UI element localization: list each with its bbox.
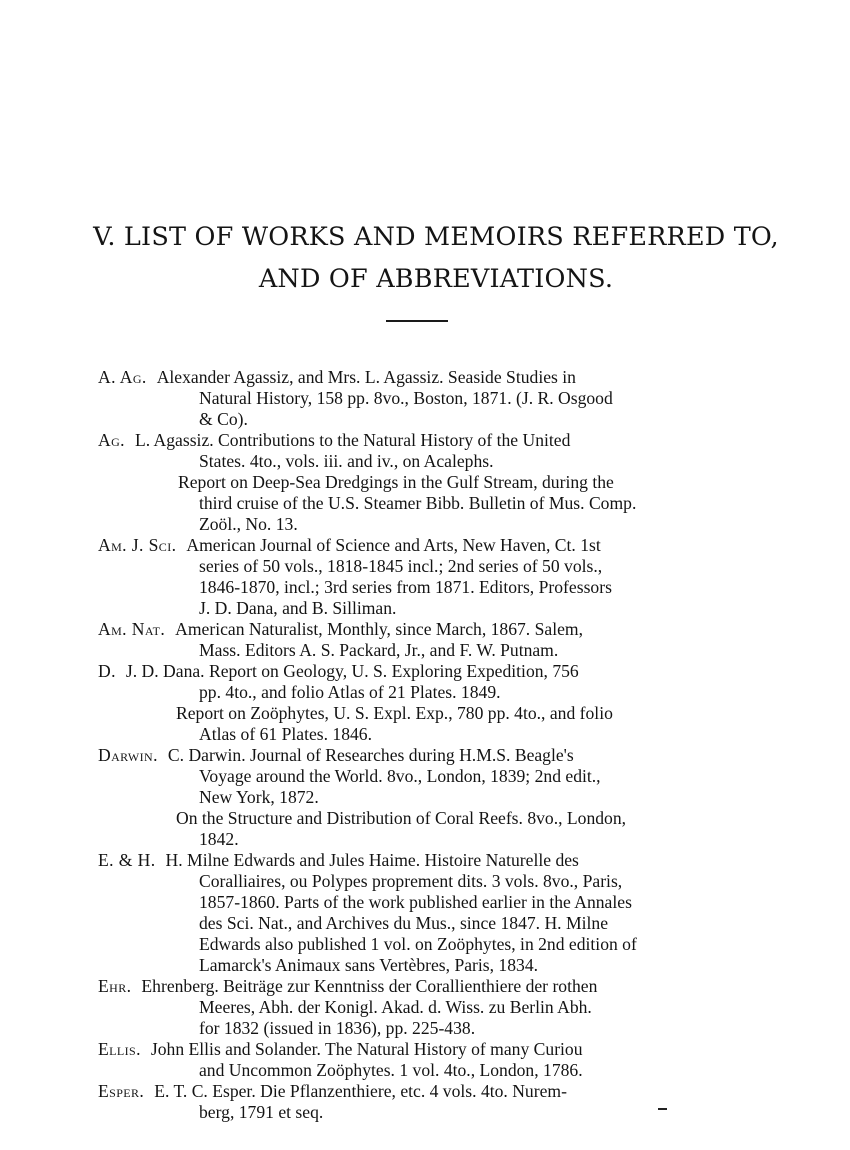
entry-continuation-line: Natural History, 158 pp. 8vo., Boston, 1871. (J. R. Osgood (199, 388, 613, 408)
entry-text: J. D. Dana. Report on Geology, U. S. Exploring Expedition, 756 (125, 661, 579, 681)
entry-continuation-line: 1857-1860. Parts of the work published earlier in the Annales (199, 892, 632, 912)
entry-d-first-line (98, 661, 579, 681)
entry-abbreviation: Ag. (98, 430, 125, 450)
entry-continuation-line: Voyage around the World. 8vo., London, 1839; 2nd edit., (199, 766, 601, 786)
entry-continuation-line: Edwards also published 1 vol. on Zoöphytes, in 2nd edition of (199, 934, 637, 954)
entry-ellis-first-line (98, 1039, 583, 1059)
entry-continuation-line: Meeres, Abh. der Konigl. Akad. d. Wiss. zu Berlin Abh. (199, 997, 592, 1017)
entry-sub-work-line: Report on Zoöphytes, U. S. Expl. Exp., 780 pp. 4to., and folio (176, 703, 613, 723)
entry-a-ag-first-line (98, 367, 576, 387)
entry-text: American Journal of Science and Arts, New Haven, Ct. 1st (186, 535, 601, 555)
entry-continuation-line: Coralliaires, ou Polypes proprement dits. 3 vols. 8vo., Paris, (199, 871, 623, 891)
entry-abbreviation: Esper. (98, 1081, 145, 1101)
entry-e-and-h-first-line (98, 850, 579, 870)
entry-text: L. Agassiz. Contributions to the Natural History of the United (134, 430, 571, 450)
entry-continuation-line: J. D. Dana, and B. Silliman. (199, 598, 397, 618)
entry-abbreviation: Ehr. (98, 976, 132, 996)
entry-continuation-line: Atlas of 61 Plates. 1846. (199, 724, 372, 744)
section-title-line-2: AND OF ABBREVIATIONS. (258, 264, 614, 294)
entry-am-j-sci-first-line (98, 535, 601, 555)
entry-abbreviation: Am. J. Sci. (98, 535, 177, 555)
entry-darwin-first-line (98, 745, 574, 765)
entry-text: E. T. C. Esper. Die Pflanzenthiere, etc. 4 vols. 4to. Nurem- (154, 1081, 567, 1101)
entry-continuation-line: & Co). (199, 409, 248, 429)
entry-abbreviation: E. & H. (98, 850, 156, 870)
entry-abbreviation: Darwin. (98, 745, 158, 765)
entry-am-nat-first-line (98, 619, 583, 639)
entry-sub-work-line: On the Structure and Distribution of Coral Reefs. 8vo., London, (176, 808, 627, 828)
printer-mark (658, 1108, 667, 1110)
entry-ag-first-line (98, 430, 570, 450)
entry-continuation-line: third cruise of the U.S. Steamer Bibb. Bulletin of Mus. Comp. (199, 493, 637, 513)
entry-continuation-line: pp. 4to., and folio Atlas of 21 Plates. 1849. (199, 682, 501, 702)
entry-continuation-line: berg, 1791 et seq. (199, 1102, 324, 1122)
entry-ehr-first-line (98, 976, 597, 996)
section-title-line-1: V. LIST OF WORKS AND MEMOIRS REFERRED TO, (93, 222, 779, 252)
entry-continuation-line: and Uncommon Zoöphytes. 1 vol. 4to., London, 1786. (199, 1060, 583, 1080)
entry-sub-work-line: Report on Deep-Sea Dredgings in the Gulf Stream, during the (178, 472, 614, 492)
entry-text: John Ellis and Solander. The Natural History of many Curiou (150, 1039, 583, 1059)
entry-continuation-line: Zoöl., No. 13. (199, 514, 298, 534)
entry-text: C. Darwin. Journal of Researches during H.M.S. Beagle's (167, 745, 574, 765)
entry-continuation-line: 1846-1870, incl.; 3rd series from 1871. Editors, Professors (199, 577, 612, 597)
entry-text: Ehrenberg. Beiträge zur Kenntniss der Corallienthiere der rothen (141, 976, 598, 996)
entry-text: Alexander Agassiz, and Mrs. L. Agassiz. Seaside Studies in (156, 367, 576, 387)
entry-esper-first-line (98, 1081, 567, 1101)
entry-abbreviation: Am. Nat. (98, 619, 166, 639)
entry-abbreviation: D. (98, 661, 116, 681)
entry-text: H. Milne Edwards and Jules Haime. Histoire Naturelle des (165, 850, 579, 870)
entry-abbreviation: A. Ag. (98, 367, 147, 387)
entry-continuation-line: 1842. (199, 829, 239, 849)
entry-continuation-line: series of 50 vols., 1818-1845 incl.; 2nd series of 50 vols., (199, 556, 603, 576)
entry-continuation-line: Mass. Editors A. S. Packard, Jr., and F. W. Putnam. (199, 640, 559, 660)
entry-text: American Naturalist, Monthly, since March, 1867. Salem, (175, 619, 583, 639)
entry-continuation-line: New York, 1872. (199, 787, 319, 807)
entry-continuation-line: States. 4to., vols. iii. and iv., on Acalephs. (199, 451, 494, 471)
entry-continuation-line: des Sci. Nat., and Archives du Mus., since 1847. H. Milne (199, 913, 609, 933)
entry-continuation-line: Lamarck's Animaux sans Vertèbres, Paris, 1834. (199, 955, 539, 975)
entry-abbreviation: Ellis. (98, 1039, 141, 1059)
entry-continuation-line: for 1832 (issued in 1836), pp. 225-438. (199, 1018, 476, 1038)
